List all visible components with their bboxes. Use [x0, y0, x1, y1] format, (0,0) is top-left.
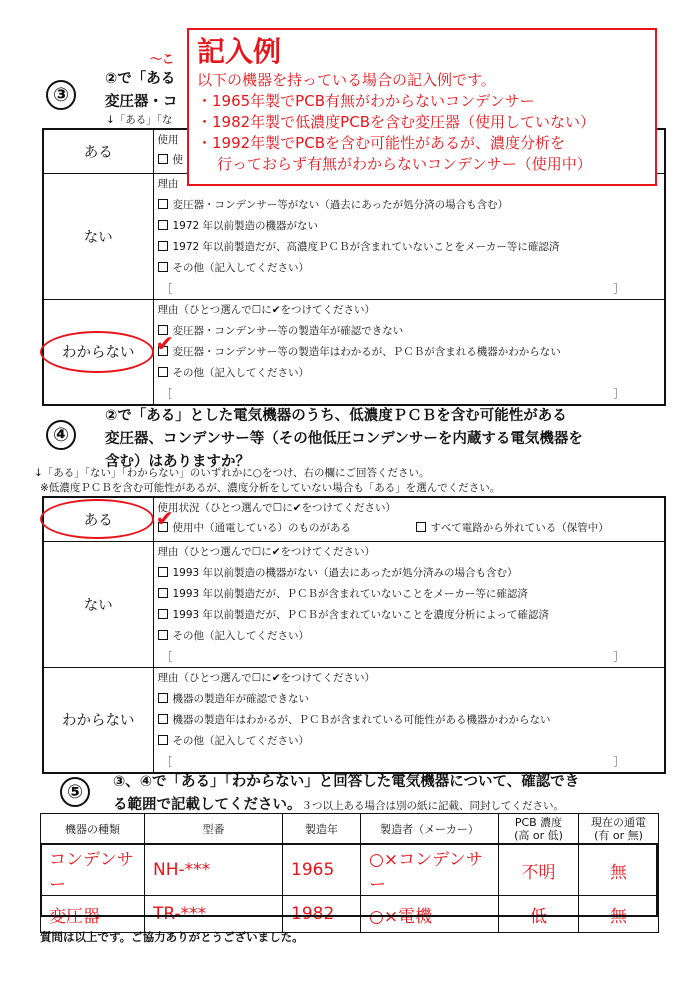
row-1-maker[interactable]: ○×コンデンサー [361, 845, 499, 896]
question-4-text-2: 変圧器、コンデンサー等（その他低圧コンデンサーを内蔵する電気機器を [105, 431, 583, 447]
q3-nai-option-4[interactable]: その他（記入してください） [154, 258, 665, 279]
question-4-note-2: ※低濃度ＰＣＢを含む可能性があるが、濃度分析をしていない場合も「ある」を選んでください。 [40, 482, 501, 494]
q3-nai-option-2[interactable]: 1972 年以前製造の機器がない [154, 216, 665, 237]
row-1-pcb[interactable]: 不明 [499, 845, 579, 896]
header-pcb: PCB 濃度 (高 or 低) [499, 814, 579, 845]
q3-aru-label[interactable]: ある [43, 129, 153, 173]
row-2-pcb[interactable]: 低 [499, 896, 579, 933]
checkbox[interactable] [158, 262, 168, 272]
q4-nai-option-2[interactable]: 1993 年以前製造だが、ＰＣＢが含まれていないことをメーカー等に確認済 [154, 584, 665, 605]
row-2-model[interactable]: TR-*** [145, 896, 283, 933]
q4-aru-usage: 使用状況（ひとつ選んで☐に✔をつけてください） [157, 502, 396, 514]
q3-wk-option-1[interactable]: 変圧器・コンデンサー等の製造年が確認できない [154, 321, 665, 342]
q4-wk-option-3[interactable]: その他（記入してください） [154, 731, 665, 752]
question-4-text-3: 含む）はありますか？ [105, 454, 250, 470]
checkbox[interactable] [158, 199, 168, 209]
row-2-power[interactable]: 無 [579, 896, 659, 933]
header-type: 機器の種類 [41, 814, 145, 845]
red-circle-aru [40, 499, 154, 539]
question-3-number: ③ [46, 80, 76, 110]
closing-message: 質問は以上です。ご協力ありがとうございました。 [40, 930, 304, 944]
q4-nai-option-4[interactable]: その他（記入してください） [154, 626, 665, 647]
q3-nai-option-3[interactable]: 1972 年以前製造だが、高濃度ＰＣＢが含まれていないことをメーカー等に確認済 [154, 237, 665, 258]
checkbox[interactable] [158, 609, 168, 619]
table-row [41, 845, 659, 896]
q3-nai-reason: 理由 [157, 177, 179, 190]
example-intro: 以下の機器を持っている場合の記入例です。 [197, 71, 496, 89]
checkbox[interactable] [158, 693, 168, 703]
q3-nai-option-1[interactable]: 変圧器・コンデンサー等がない（過去にあったが処分済の場合も含む） [154, 195, 665, 216]
red-check-icon: ✔ [155, 507, 174, 532]
q3-nai-label[interactable]: ない [43, 173, 153, 299]
question-5-text-2: る範囲で記載してください。３つ以上ある場合は別の紙に記載、同封してください。 [113, 797, 564, 813]
table-row [41, 896, 659, 933]
row-2-type[interactable]: 変圧器 [41, 896, 145, 933]
checkbox[interactable] [158, 630, 168, 640]
checkbox[interactable] [158, 367, 168, 377]
q3-wk-option-3[interactable]: その他（記入してください） [154, 363, 665, 384]
q3-wakaranai-label[interactable]: わからない [43, 299, 153, 405]
device-table-header [41, 814, 659, 845]
header-power: 現在の通電 (有 or 無) [579, 814, 659, 845]
q4-nai-other-field[interactable]: ［ ］ [161, 650, 624, 663]
row-1-model[interactable]: NH-*** [145, 845, 283, 896]
example-line-3: ・1992年製でPCBを含む可能性があるが、濃度分析を [197, 134, 565, 152]
q3-wk-other-field[interactable]: ［ ］ [161, 387, 624, 400]
example-title: 記入例 [197, 35, 282, 68]
example-line-2: ・1982年製で低濃度PCBを含む変圧器（使用していない） [197, 113, 595, 131]
q4-nai-cell [153, 541, 665, 667]
q4-wakaranai-cell [153, 667, 665, 773]
q4-wk-option-2[interactable]: 機器の製造年はわかるが、ＰＣＢが含まれている可能性がある機器かわからない [154, 710, 665, 731]
q4-aru-label[interactable]: ある [43, 497, 153, 541]
q4-wk-option-1[interactable]: 機器の製造年が確認できない [154, 689, 665, 710]
question-4-note-1: ↓「ある」「ない」「わからない」のいずれかに○をつけ、右の欄にご回答ください。 [34, 467, 430, 479]
q4-aru-option-1[interactable]: 使用中（通電している）のものがある [158, 522, 352, 534]
question-5-number: ⑤ [60, 777, 90, 807]
checkbox[interactable] [158, 241, 168, 251]
checkbox[interactable] [158, 154, 168, 164]
question-4-text-1: ②で「ある」とした電気機器のうち、低濃度ＰＣＢを含む可能性がある [105, 408, 567, 424]
q4-aru-cell [153, 497, 665, 541]
q3-aru-option[interactable]: 使 [154, 150, 665, 170]
checkbox[interactable] [416, 522, 426, 532]
q3-nai-cell [153, 173, 665, 299]
q3-nai-other-field[interactable]: ［ ］ [161, 282, 624, 295]
q4-nai-reason: 理由（ひとつ選んで☐に✔をつけてください） [157, 545, 376, 558]
q3-wakaranai-cell [153, 299, 665, 405]
q4-wk-other-field[interactable]: ［ ］ [161, 755, 624, 768]
question-3-text-1: ②で「ある [105, 71, 176, 87]
row-1-power[interactable]: 無 [579, 845, 659, 896]
row-1-year[interactable]: 1965 [283, 845, 361, 896]
red-check-icon: ✔ [155, 331, 174, 357]
q4-nai-label[interactable]: ない [43, 541, 153, 667]
header-maker: 製造者（メーカー） [361, 814, 499, 845]
q4-wakaranai-label[interactable]: わからない [43, 667, 153, 773]
checkbox[interactable] [158, 714, 168, 724]
checkbox[interactable] [158, 735, 168, 745]
question-4-number: ④ [46, 420, 76, 450]
q4-aru-option-2[interactable]: すべて電路から外れている（保管中） [416, 518, 609, 538]
row-2-year[interactable]: 1982 [283, 896, 361, 933]
header-year: 製造年 [283, 814, 361, 845]
red-circle-wakaranai [40, 331, 154, 373]
example-line-4: 行っておらず有無がわからないコンデンサー（使用中） [217, 155, 592, 173]
top-fragment: ～こ [150, 52, 175, 66]
question-3-text-2: 変圧器・コ [105, 94, 178, 110]
q4-wk-reason: 理由（ひとつ選んで☐に✔をつけてください） [157, 671, 376, 684]
device-table [40, 813, 659, 933]
q3-wk-reason: 理由（ひとつ選んで☐に✔をつけてください） [157, 303, 376, 316]
q3-wk-option-2[interactable]: 変圧器・コンデンサー等の製造年はわかるが、ＰＣＢが含まれる機器かわからない ✔ [155, 331, 561, 358]
question-5-text-1: ③、④で「ある」「わからない」と回答した電気機器について、確認でき [113, 774, 580, 790]
example-box [187, 28, 657, 186]
checkbox[interactable] [158, 567, 168, 577]
example-line-1: ・1965年製でPCB有無がわからないコンデンサー [197, 92, 535, 110]
checkbox[interactable] [158, 588, 168, 598]
header-model: 型番 [145, 814, 283, 845]
q4-nai-option-3[interactable]: 1993 年以前製造だが、ＰＣＢが含まれていないことを濃度分析によって確認済 [154, 605, 665, 626]
row-2-maker[interactable]: ○×電機 [361, 896, 499, 933]
question-3-note: ↓「ある」「な [106, 114, 173, 126]
checkbox[interactable] [158, 220, 168, 230]
question-4-table [42, 496, 666, 774]
row-1-type[interactable]: コンデンサー [41, 845, 145, 896]
q3-aru-usage: 使用 [157, 134, 179, 146]
q4-nai-option-1[interactable]: 1993 年以前製造の機器がない（過去にあったが処分済みの場合も含む） [154, 563, 665, 584]
